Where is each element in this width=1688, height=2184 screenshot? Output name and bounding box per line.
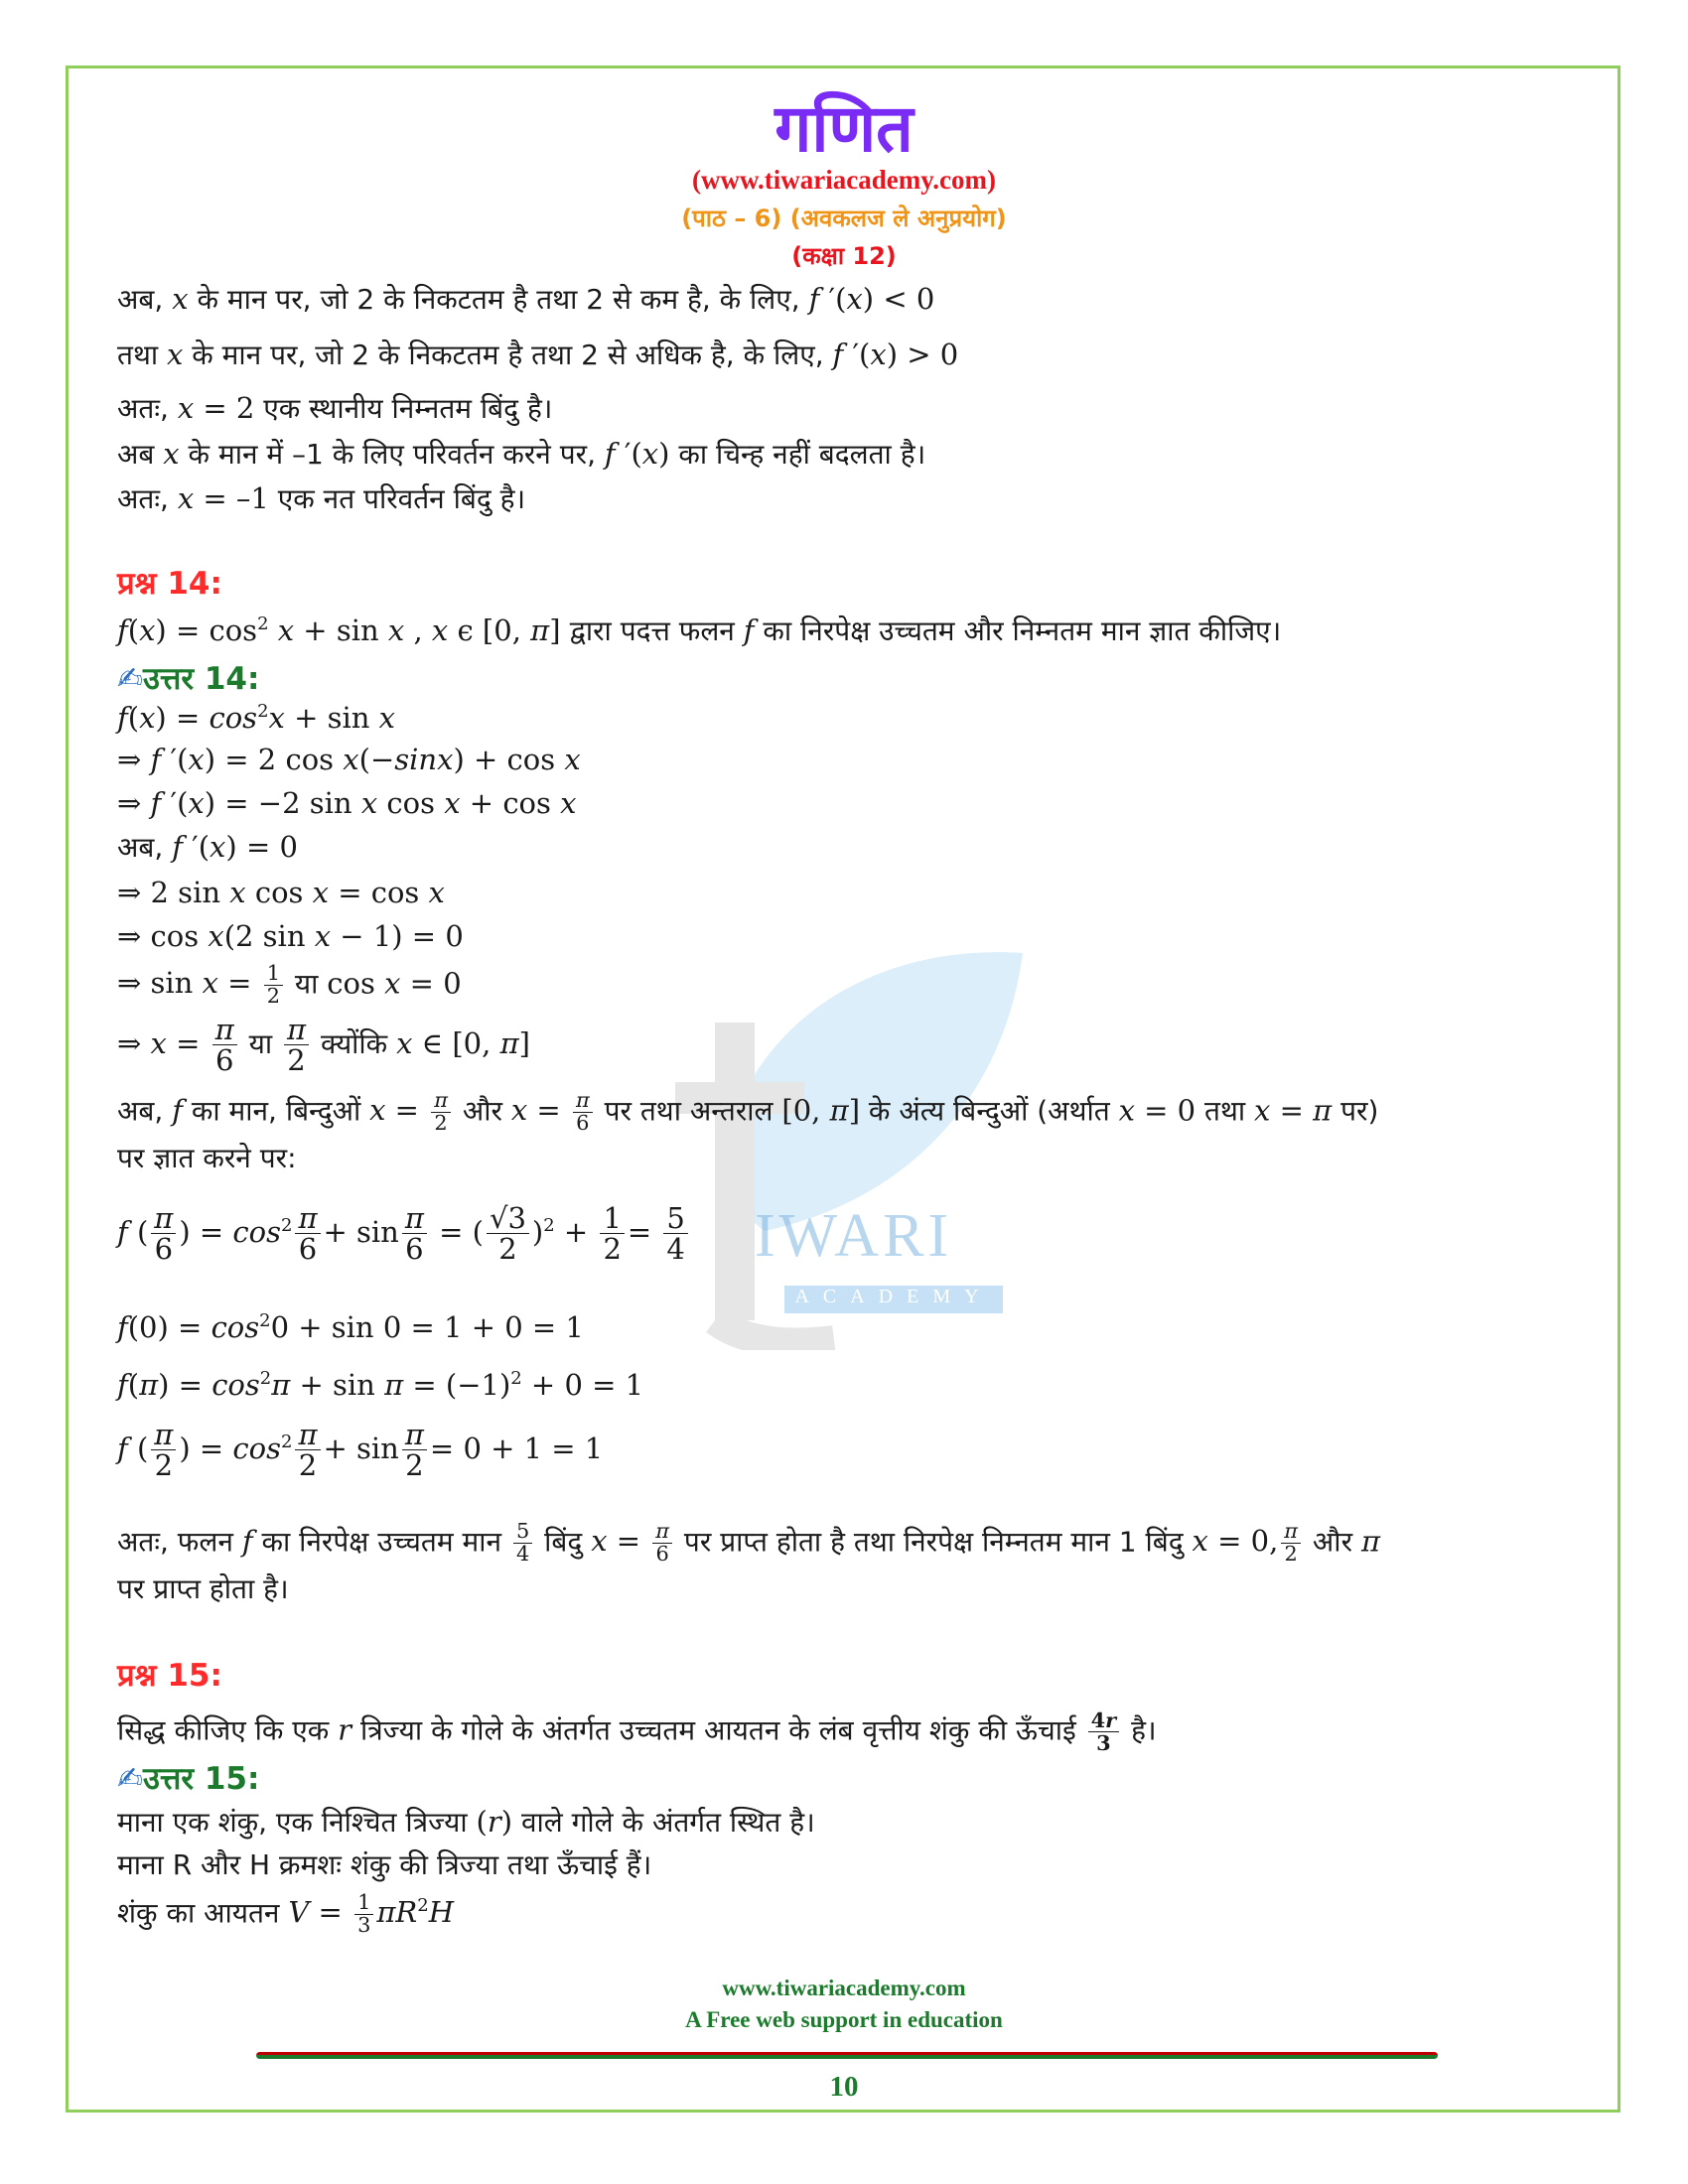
header-class: (कक्षा 12) [791,242,897,270]
text-line: अब x के मान में –1 के लिए परिवर्तन करने पर, f ′(x) का चिन्ह नहीं बदलता है। [117,437,926,471]
watermark-subtext: ACADEMY [784,1286,1003,1313]
math-line: ⇒ sin x = $\frac{1}{2}$ या cos x = 0 [117,961,462,1008]
question-15-label: प्रश्न 15: [117,1658,222,1694]
math-line: f ( $\frac{\pi}{2}$ ) = $\cos^2$ $\frac{\pi}{2}$ + sin $\frac{\pi}{2}$ = 0 + 1 = 1 [117,1418,604,1483]
text-line: अतः, फलन f का निरपेक्ष उच्चतम मान $\frac{5}{4}$ बिंदु x = $\frac{\pi}{6}$ पर प्राप्त होता है तथा निरपेक्ष निम्नतम मान 1 बिंदु x = 0, $\frac{\pi}{2}$ और π [117,1519,1380,1566]
math-line: ⇒ x = $\frac{\pi}{6}$ या $\frac{\pi}{2}$ क्योंकि x ∈ [0, π] [117,1013,530,1078]
text-line: तथा x के मान पर, जो 2 के निकटतम है तथा 2 से अधिक है, के लिए, f ′(x) > 0 [117,338,959,371]
math-line: ⇒ f ′(x) = −2 sin x cos x + cos x [117,786,577,820]
question-15-text: सिद्ध कीजिए कि एक r त्रिज्या के गोले के अंतर्गत उच्चतम आयतन के लंब वृत्तीय शंकु की ऊँचाई $\frac{4r}{3}$ है। [117,1707,1157,1755]
header-chapter: (पाठ – 6) (अवकलज ले अनुप्रयोग) [681,205,1007,232]
page-title: गणित [774,90,914,167]
math-line: अब, f ′(x) = 0 [117,830,298,864]
page-number: 10 [829,2071,859,2103]
answer-14-label: ✍उत्तर 14: [117,661,260,697]
math-line: f ( $\frac{\pi}{6}$ ) = $\cos^2$ $\frac{\pi}{6}$ + sin $\frac{\pi}{6}$ = ( $\frac{√3}{2}$ )$^2$ + $\frac{1}{2}$ = $\frac{5}{4}$ [117,1203,691,1265]
text-line: अब, x के मान पर, जो 2 के निकटतम है तथा 2 से कम है, के लिए, f ′(x) < 0 [117,282,935,316]
answer-15-label: ✍उत्तर 15: [117,1761,260,1797]
math-line: $f(0) = \cos^20 + \sin 0 = 1 + 0 = 1$ [117,1310,584,1344]
text-line: पर प्राप्त होता है। [117,1572,289,1605]
pen-icon: ✍ [117,1761,143,1797]
footer-tagline: A Free web support in education [685,2007,1003,2032]
math-line: ⇒ f ′(x) = 2 cos x(−sinx) + cos x [117,743,581,776]
math-line: $f(x) = \cos^2x + \sin x$ [117,701,396,735]
text-line: अब, f का मान, बिन्दुओं x = $\frac{\pi}{2}$ और x = $\frac{\pi}{6}$ पर तथा अन्तराल [0, π] के अंत्य बिन्दुओं (अर्थात x = 0 तथा x = π पर) [117,1088,1379,1135]
question-14-text: $f(x) = \cos^2 x + \sin x$ , x ϵ [0, π] द्वारा पदत्त फलन f का निरपेक्ष उच्चतम और निम्नतम मान ज्ञात कीजिए। [117,614,1282,647]
math-line: ⇒ cos x(2 sin x − 1) = 0 [117,919,464,953]
question-14-label: प्रश्न 14: [117,566,222,602]
pen-icon: ✍ [117,661,143,697]
text-line: माना एक शंकु, एक निश्चित त्रिज्या (r) वाले गोले के अंतर्गत स्थित है। [117,1805,815,1839]
footer-website[interactable]: www.tiwariacademy.com [722,1976,966,2000]
header-website[interactable]: (www.tiwariacademy.com) [692,165,996,195]
footer-divider [256,2052,1438,2059]
text-line: अतः, x = 2 एक स्थानीय निम्नतम बिंदु है। [117,391,553,425]
math-line: ⇒ 2 sin x cos x = cos x [117,876,445,909]
math-line: $f(\pi) = \cos^2\pi + \sin \pi = (-1)^2 + 0 = 1$ [117,1368,644,1402]
text-line: शंकु का आयतन V = $\frac{1}{3}$ $\pi R^2H$ [117,1890,454,1937]
text-line: पर ज्ञात करने पर: [117,1142,297,1174]
watermark-text: IWARI [755,1202,953,1270]
text-line: माना R और H क्रमशः शंकु की त्रिज्या तथा ऊँचाई हैं। [117,1848,652,1881]
text-line: अतः, x = –1 एक नत परिवर्तन बिंदु है। [117,481,526,515]
